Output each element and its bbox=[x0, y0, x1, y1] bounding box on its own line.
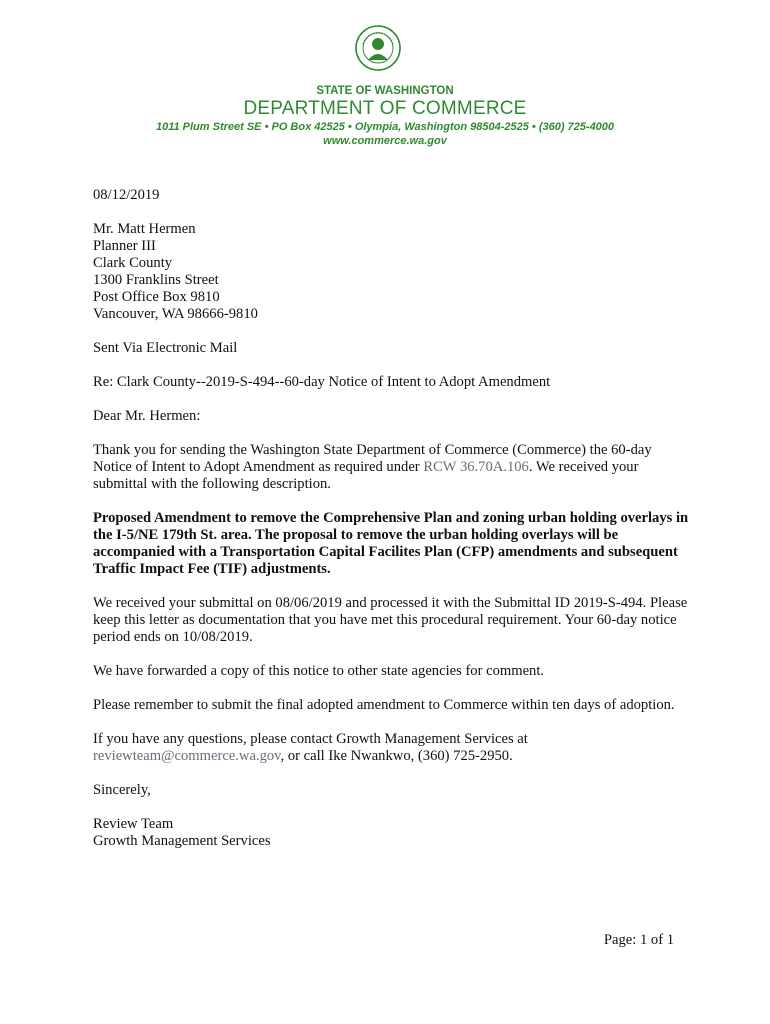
recipient-street: 1300 Franklins Street bbox=[93, 272, 219, 288]
paragraph-contact-text: If you have any questions, please contact Growth Management Services at bbox=[93, 731, 528, 747]
amendment-description: Proposed Amendment to remove the Comprehensive Plan and zoning urban holding overlays in the I-5/NE 179th St. area. The proposal to remove the urban holding overlays will be accompanied with a Transportation Capital Facilites Plan (CFP) amendments and subsequent Traffic Impact Fee (TIF) adjustments. bbox=[93, 510, 689, 577]
subject-line: Re: Clark County--2019-S-494--60-day Notice of Intent to Adopt Amendment bbox=[93, 374, 551, 390]
paragraph-contact-tail: , or call Ike Nwankwo, (360) 725-2950. bbox=[280, 748, 513, 764]
paragraph-forwarded: We have forwarded a copy of this notice to other state agencies for comment. bbox=[93, 663, 545, 679]
paragraph-submittal: We received your submittal on 08/06/2019 and processed it with the Submittal ID 2019-S-494. Please keep this letter as documentation that you have met this procedural requirement. Your 60-day notice period ends on 10/08/2019. bbox=[93, 595, 688, 645]
recipient-name: Mr. Matt Hermen bbox=[93, 221, 196, 237]
page-number: Page: 1 of 1 bbox=[603, 932, 674, 948]
paragraph-contact bbox=[93, 731, 693, 765]
paragraph-intro-text: Thank you for sending the Washington State Department of Commerce (Commerce) the 60-day Notice of Intent to Adopt Amendment as required under bbox=[93, 442, 652, 475]
washington-state-seal-icon bbox=[354, 24, 402, 72]
department-website: www.commerce.wa.gov bbox=[323, 135, 447, 147]
paragraph-intro bbox=[93, 442, 693, 493]
email-link[interactable]: reviewteam@commerce.wa.gov bbox=[93, 748, 281, 764]
paragraph-intro-tail: . We received your submittal with the following description. bbox=[93, 459, 639, 492]
rcw-link[interactable]: RCW 36.70A.106 bbox=[423, 459, 529, 475]
recipient-city: Vancouver, WA 98666-9810 bbox=[93, 306, 258, 322]
signature-block bbox=[93, 816, 693, 850]
recipient-po-box: Post Office Box 9810 bbox=[93, 289, 220, 305]
department-name: DEPARTMENT OF COMMERCE bbox=[243, 98, 527, 119]
delivery-method: Sent Via Electronic Mail bbox=[93, 340, 238, 356]
salutation: Dear Mr. Hermen: bbox=[93, 408, 201, 424]
signature-division: Growth Management Services bbox=[93, 833, 271, 849]
recipient-title: Planner III bbox=[93, 238, 156, 254]
paragraph-reminder: Please remember to submit the final adopted amendment to Commerce within ten days of adoption. bbox=[93, 697, 675, 713]
letterhead bbox=[0, 84, 770, 148]
recipient-organization: Clark County bbox=[93, 255, 173, 271]
closing: Sincerely, bbox=[93, 782, 151, 798]
letter-body bbox=[93, 187, 693, 867]
state-name: STATE OF WASHINGTON bbox=[316, 85, 454, 97]
department-address: 1011 Plum Street SE • PO Box 42525 • Olympia, Washington 98504-2525 • (360) 725-4000 bbox=[155, 121, 615, 133]
letter-date: 08/12/2019 bbox=[93, 187, 160, 203]
recipient-address bbox=[93, 221, 693, 323]
signature-team: Review Team bbox=[93, 816, 174, 832]
